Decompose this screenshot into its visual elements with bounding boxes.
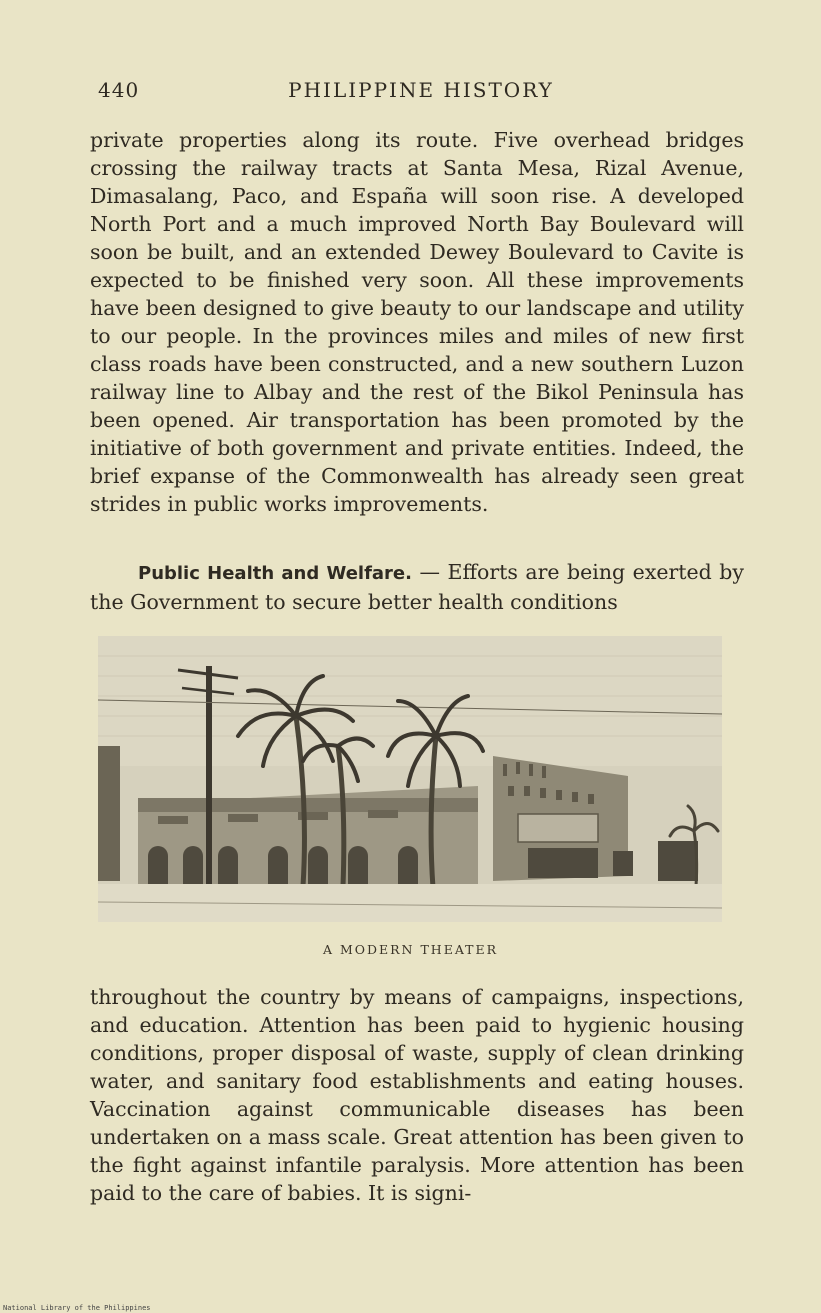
paragraph-public-health-continued: throughout the country by means of campaigns, inspections, and education. Attention has been paid to hygienic housing conditions, proper disposal of waste, supply of clean drinking water, and sanitary food establishments and eating houses. Vaccination against communicable diseases has been undertaken on a mass scale. Great attention has been given to the fight against infantile paralysis. More attention has been paid to the care of babies. It is signi-: [90, 985, 744, 1205]
paragraph-public-health-text: — Efforts are being exerted by the Government to secure better health conditions: [90, 560, 744, 614]
page-number: 440: [98, 78, 140, 102]
figure-caption: A MODERN THEATER: [322, 942, 499, 957]
theater-photograph: [98, 636, 722, 922]
library-credit: National Library of the Philippines: [3, 1304, 151, 1312]
paragraph-public-health-intro: [90, 558, 744, 616]
section-heading-public-health: Public Health and Welfare.: [138, 563, 412, 584]
running-title: PHILIPPINE HISTORY: [288, 78, 554, 102]
page-header: [96, 78, 746, 110]
paragraph-public-works: private properties along its route. Five overhead bridges crossing the railway tracts at Santa Mesa, Rizal Avenue, Dimasalang, Paco, and España will soon rise. A developed North Port and a much improved North Bay Boulevard will soon be built, and an extended Dewey Boulevard to Cavite is expected to be finished very soon. All these improvements have been designed to give beauty to our landscape and utility to our people. In the provinces miles and miles of new first class roads have been constructed, and a new southern Luzon railway line to Albay and the rest of the Bikol Peninsula has been opened. Air transportation has been promoted by the initiative of both government and private entities. Indeed, the brief expanse of the Commonwealth has already seen great strides in public works improvements.: [90, 128, 744, 516]
